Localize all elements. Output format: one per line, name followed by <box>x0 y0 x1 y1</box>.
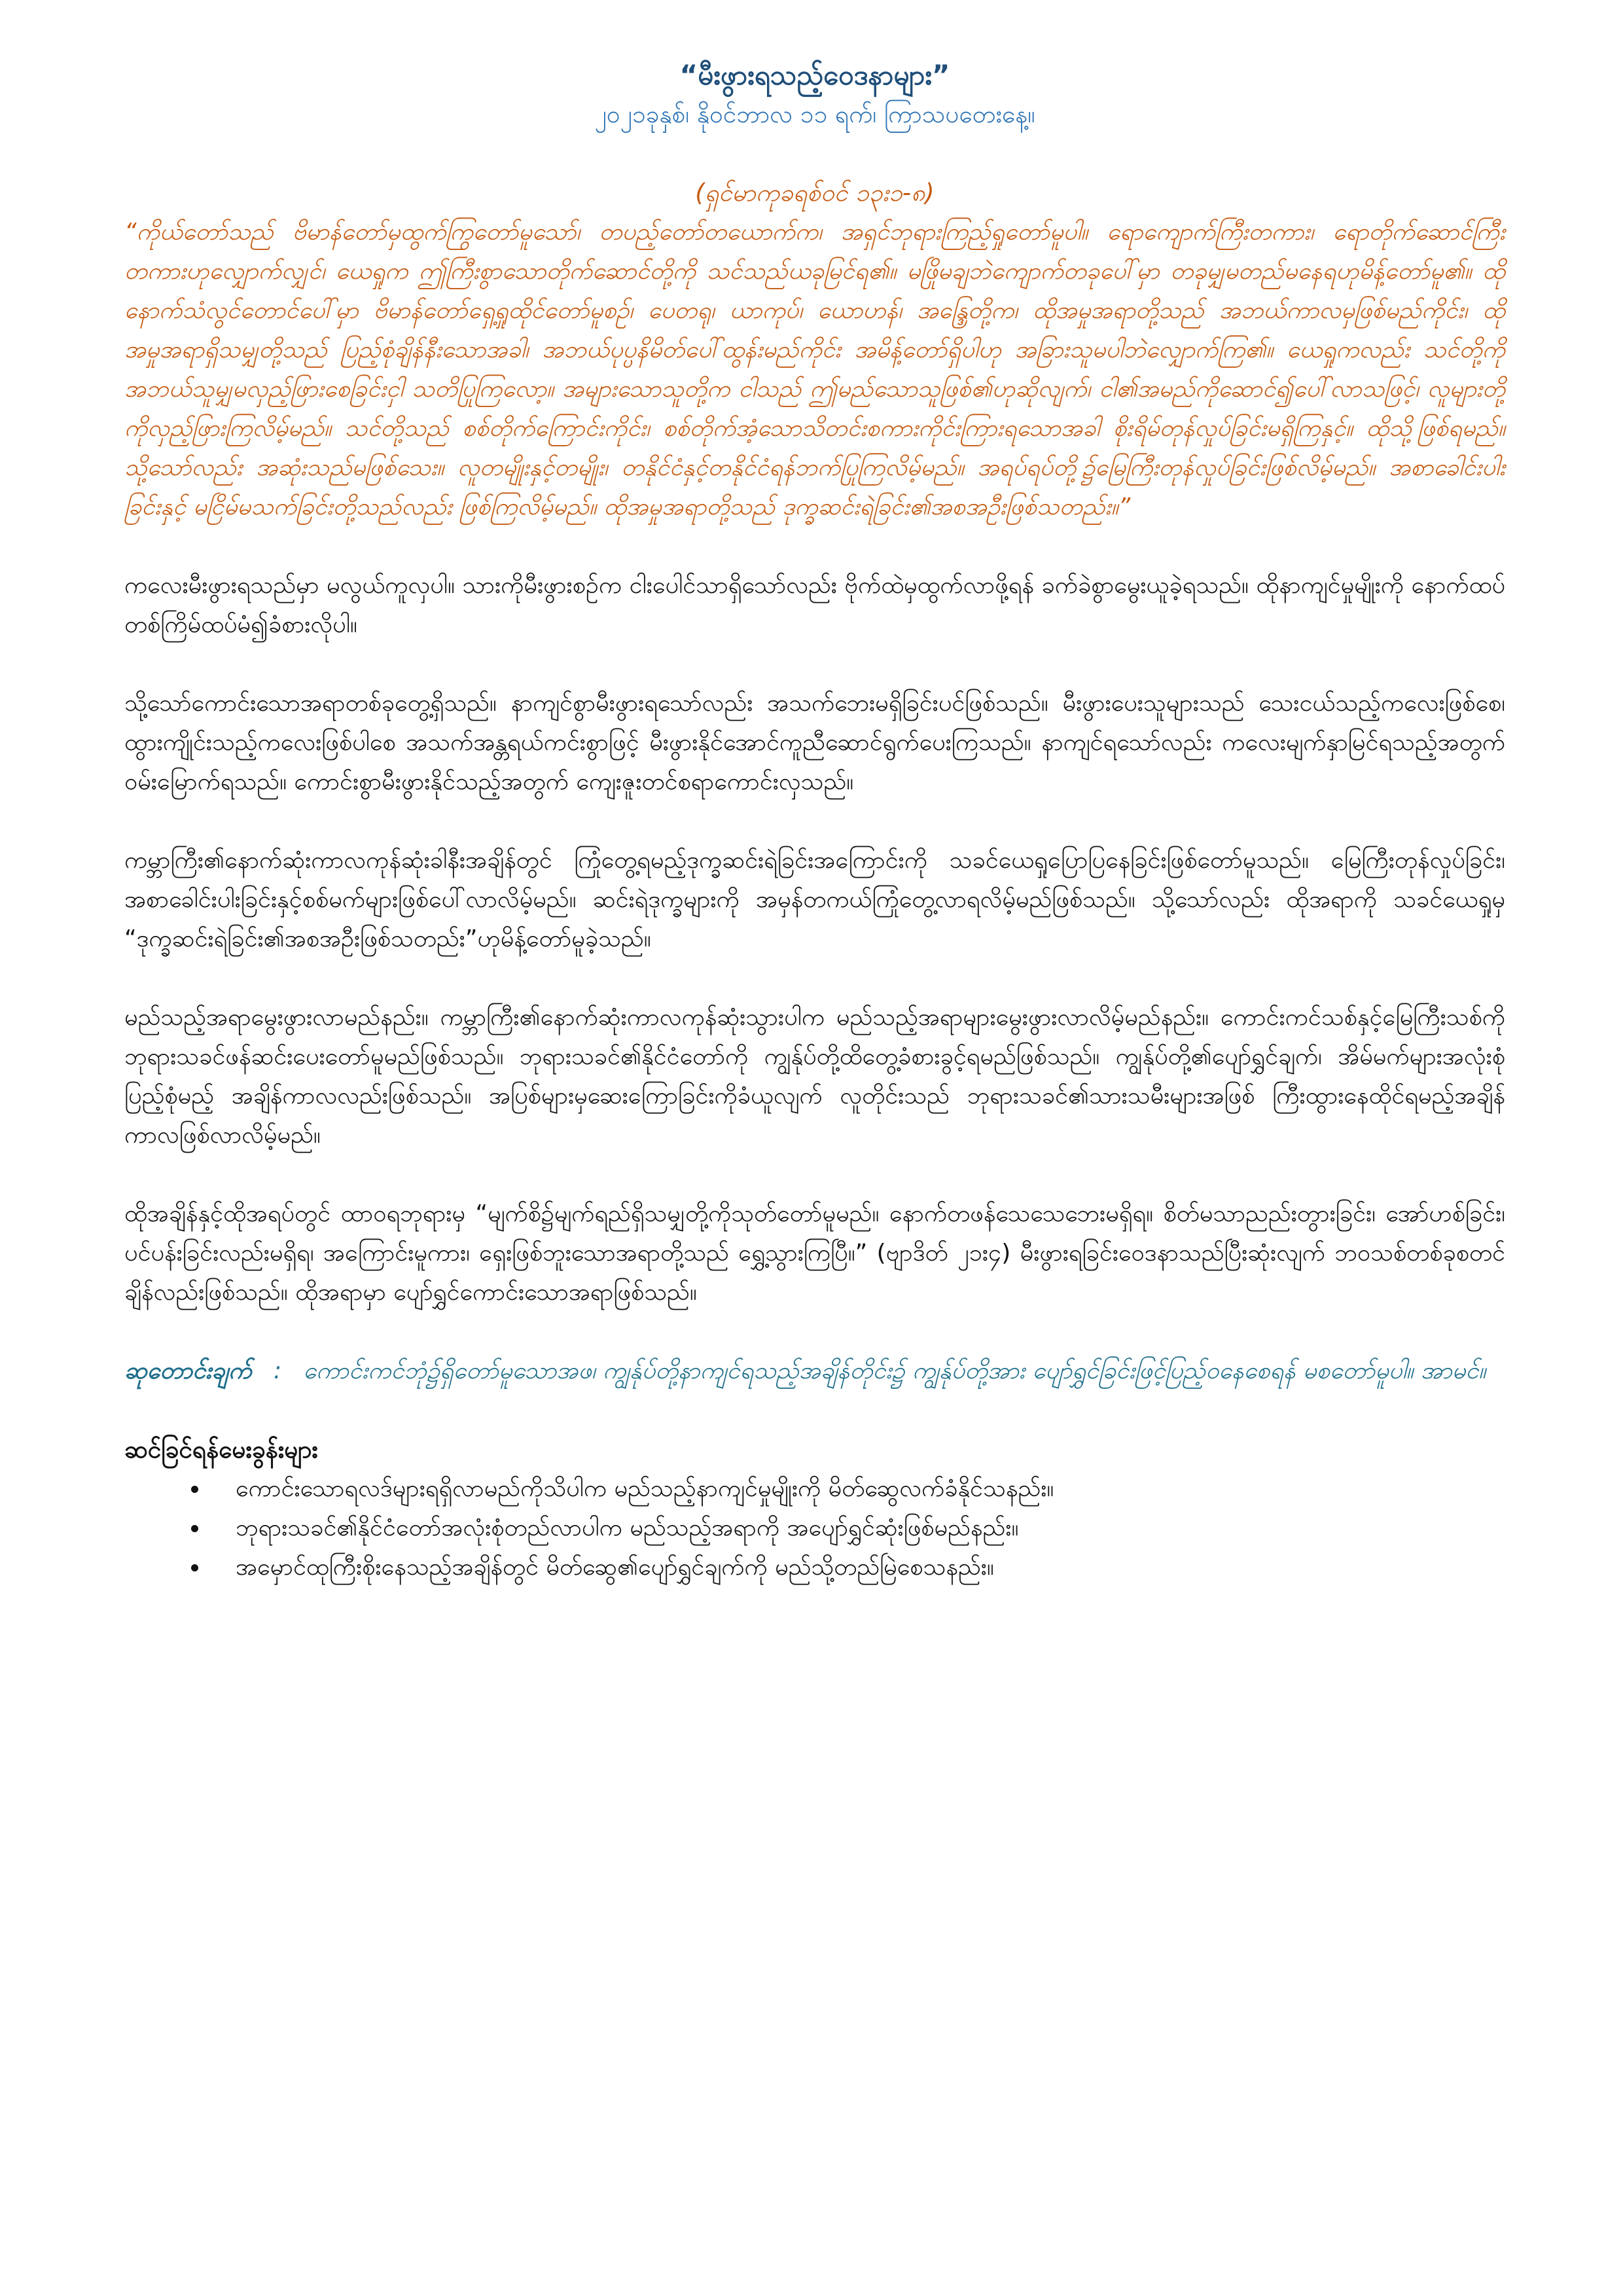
page-title: “မီးဖွားရသည့်ဝေဒနာများ” <box>679 59 950 91</box>
body-paragraph-1: ကလေးမီးဖွားရသည်မှာ မလွယ်ကူလှပါ။ သားကိုမီးဖွားစဉ်က ငါးပေါင်သာရှိသော်လည်း ဗိုက်ထဲမှထွက်လာဖို့ရန် ခက်ခဲစွာမွေးယူခဲ့ရသည်။ ထိုနာကျင်မှုမျိုးကို နောက်ထပ်တစ်ကြိမ်ထပ်မံ၍ခံစားလိုပါ။ <box>124 572 1505 638</box>
body-paragraph-3: ကမ္ဘာကြီး၏နောက်ဆုံးကာလကုန်ဆုံးခါနီးအချိန်တွင် ကြုံတွေ့ရမည့်ဒုက္ခဆင်းရဲခြင်းအကြောင်းကို သခင်ယေရှုပြောပြနေခြင်းဖြစ်တော်မူသည်။ မြေကြီးတုန်လှုပ်ခြင်း၊ အစာခေါင်းပါးခြင်းနှင့်စစ်မက်များဖြစ်ပေါ်လာလိမ့်မည်။ ဆင်းရဲဒုက္ခများကို အမှန်တကယ်ကြုံတွေ့လာရလိမ့်မည်ဖြစ်သည်။ သို့သော်လည်း ထိုအရာကို သခင်ယေရှုမှ “ဒုက္ခဆင်းရဲခြင်း၏အစအဦးဖြစ်သတည်း”ဟုမိန့်တော်မူခဲ့သည်။ <box>124 847 1505 952</box>
list-item: • ကောင်းသောရလဒ်များရရှိလာမည်ကိုသိပါက မည်သည့်နာကျင်မှုမျိုးကို မိတ်ဆွေလက်ခံနိုင်သနည်း။ <box>209 1469 1505 1509</box>
list-item: • အမှောင်ထုကြီးစိုးနေသည့်အချိန်တွင် မိတ်ဆွေ၏ပျော်ရွှင်ချက်ကို မည်သို့တည်မြဲစေသနည်း။ <box>209 1548 1505 1587</box>
prayer-separator: : <box>273 1357 282 1384</box>
document-page <box>124 56 1505 1587</box>
scripture-reference: (ရှင်မာကုခရစ်ဝင် ၁၃း၁-၈) <box>695 179 935 207</box>
body-paragraph-2: သို့သော်ကောင်းသောအရာတစ်ခုတွေ့ရှိသည်။ နာကျင်စွာမီးဖွားရသော်လည်း အသက်ဘေးမရှိခြင်းပင်ဖြစ်သည်။ မီးဖွားပေးသူများသည် သေးငယ်သည့်ကလေးဖြစ်စေ၊ ထွားကျိုင်းသည့်ကလေးဖြစ်ပါစေ အသက်အန္တရယ်ကင်းစွာဖြင့် မီးဖွားနိုင်အောင်ကူညီဆောင်ရွက်ပေးကြသည်။ နာကျင်ရသော်လည်း ကလေးမျက်နှာမြင်ရသည့်အတွက် ဝမ်းမြောက်ရသည်။ ကောင်းစွာမီးဖွားနိုင်သည့်အတွက် ကျေးဇူးတင်စရာကောင်းလှသည်။ <box>124 690 1505 795</box>
list-item: • ဘုရားသခင်၏နိုင်ငံတော်အလုံးစုံတည်လာပါက မည်သည့်အရာကို အပျော်ရွှင်ဆုံးဖြစ်မည်နည်း။ <box>209 1509 1505 1548</box>
scripture-passage: “ကိုယ်တော်သည် ဗိမာန်တော်မှထွက်ကြွတော်မူသော်၊ တပည့်တော်တယောက်က၊ အရှင်ဘုရားကြည့်ရှုတော်မူပါ။ ရောကျောက်ကြီးတကား၊ ရောတိုက်ဆောင်ကြီးတကားဟုလျှောက်လျှင်၊ ယေရှုက ဤကြီးစွာသောတိုက်ဆောင်တို့ကို သင်သည်ယခုမြင်ရ၏။ မဖြိုမချဘဲကျောက်တခုပေါ်မှာ တခုမျှမတည်မနေရဟုမိန့်တော်မူ၏။ ထို နောက်သံလွင်တောင်ပေါ်မှာ ဗိမာန်တော်ရှေ့ရှုထိုင်တော်မူစဉ်၊ ပေတရု၊ ယာကုပ်၊ ယောဟန်၊ အန္ဒြေတို့က၊ ထိုအမှုအရာတို့သည် အဘယ်ကာလမှဖြစ်မည်ကိုင်း၊ ထိုအမှုအရာရှိသမျှတို့သည် ပြည့်စုံချိန်နီးသောအခါ၊ အဘယ်ပုပ္ပနိမိတ်ပေါ်ထွန်းမည်ကိုင်း အမိန့်တော်ရှိပါဟု အခြားသူမပါဘဲလျှောက်ကြ၏။ ယေရှုကလည်း သင်တို့ကို အဘယ်သူမျှမလှည့်ဖြားစေခြင်းငှါ သတိပြုကြလော့။ အများသောသူတို့က ငါသည် ဤမည်သောသူဖြစ်၏ဟုဆိုလျက်၊ ငါ၏အမည်ကိုဆောင်၍ပေါ်လာသဖြင့်၊ လူများတို့ကိုလှည့်ဖြားကြလိမ့်မည်။ သင်တို့သည် စစ်တိုက်ကြောင်းကိုင်း၊ စစ်တိုက်အံ့သောသိတင်းစကားကိုင်းကြားရသောအခါ စိုးရိမ်တုန်လှုပ်ခြင်းမရှိကြနှင့်။ ထိုသို့ဖြစ်ရမည်။ သို့သော်လည်း အဆုံးသည်မဖြစ်သေး။ လူတမျိုးနှင့်တမျိုး၊ တနိုင်ငံနှင့်တနိုင်ငံရန်ဘက်ပြုကြလိမ့်မည်။ အရပ်ရပ်တို့၌မြေကြီးတုန်လှုပ်ခြင်းဖြစ်လိမ့်မည်။ အစာခေါင်းပါးခြင်းနှင့် မငြိမ်မသက်ခြင်းတို့သည်လည်း ဖြစ်ကြလိမ့်မည်။ ထိုအမှုအရာတို့သည် ဒုက္ခဆင်းရဲခြင်း၏အစအဦးဖြစ်သတည်း။” <box>124 219 1505 520</box>
body-paragraph-5: ထိုအချိန်နှင့်ထိုအရပ်တွင် ထာဝရဘုရားမှ “မျက်စိ၌မျက်ရည်ရှိသမျှတို့ကိုသုတ်တော်မူမည်။ နောက်တဖန်သေသေဘေးမရှိရ။ စိတ်မသာညည်းတွားခြင်း၊ အော်ဟစ်ခြင်း၊ ပင်ပန်းခြင်းလည်းမရှိရ၊ အကြောင်းမူကား၊ ရှေးဖြစ်ဘူးသောအရာတို့သည် ရွှေ့သွားကြပြီ။” (ဗျာဒိတ် ၂၁း၄) မီးဖွားရခြင်းဝေဒနာသည်ပြီးဆုံးလျက် ဘဝသစ်တစ်ခုစတင်ချိန်လည်းဖြစ်သည်။ ထိုအရာမှာ ပျော်ရွှင်ကောင်းသောအရာဖြစ်သည်။ <box>124 1200 1505 1306</box>
prayer-block <box>124 1352 1505 1391</box>
questions-heading: ဆင်ခြင်ရန်မေးခွန်းများ <box>124 1435 318 1463</box>
prayer-text: ကောင်းကင်ဘုံ၌ရှိတော်မူသောအဖ၊ ကျွန်ုပ်တို့နာကျင်ရသည့်အချိန်တိုင်း၌ ကျွန်ုပ်တို့အား ပျော်ရွှင်ခြင်းဖြင့်ပြည့်ဝနေစေရန် မစတော်မူပါ။ အာမင်။ <box>303 1357 1486 1384</box>
questions-list <box>124 1469 1505 1587</box>
prayer-label: ဆုတောင်းချက် <box>124 1357 252 1384</box>
body-paragraph-4: မည်သည့်အရာမွေးဖွားလာမည်နည်း။ ကမ္ဘာကြီး၏နောက်ဆုံးကာလကုန်ဆုံးသွားပါက မည်သည့်အရာများမွေးဖွားလာလိမ့်မည်နည်း။ ကောင်းကင်သစ်နှင့်မြေကြီးသစ်ကို ဘုရားသခင်ဖန်ဆင်းပေးတော်မူမည်ဖြစ်သည်။ ဘုရားသခင်၏နိုင်ငံတော်ကို ကျွန်ုပ်တို့ထိတွေ့ခံစားခွင့်ရမည်ဖြစ်သည်။ ကျွန်ုပ်တို့၏ပျော်ရွှင်ချက်၊ အိမ်မက်များအလုံးစုံပြည့်စုံမည့် အချိန်ကာလလည်းဖြစ်သည်။ အပြစ်များမှဆေးကြောခြင်းကိုခံယူလျက် လူတိုင်းသည် ဘုရားသခင်၏သားသမီးများအဖြစ် ကြီးထွားနေထိုင်ရမည့်အချိန်ကာလဖြစ်လာလိမ့်မည်။ <box>124 1004 1505 1149</box>
date-line: ၂၀၂၁ခုနှစ်၊ နိုဝင်ဘာလ ၁၁ ရက်၊ ကြာသပတေးနေ့။ <box>594 100 1035 128</box>
